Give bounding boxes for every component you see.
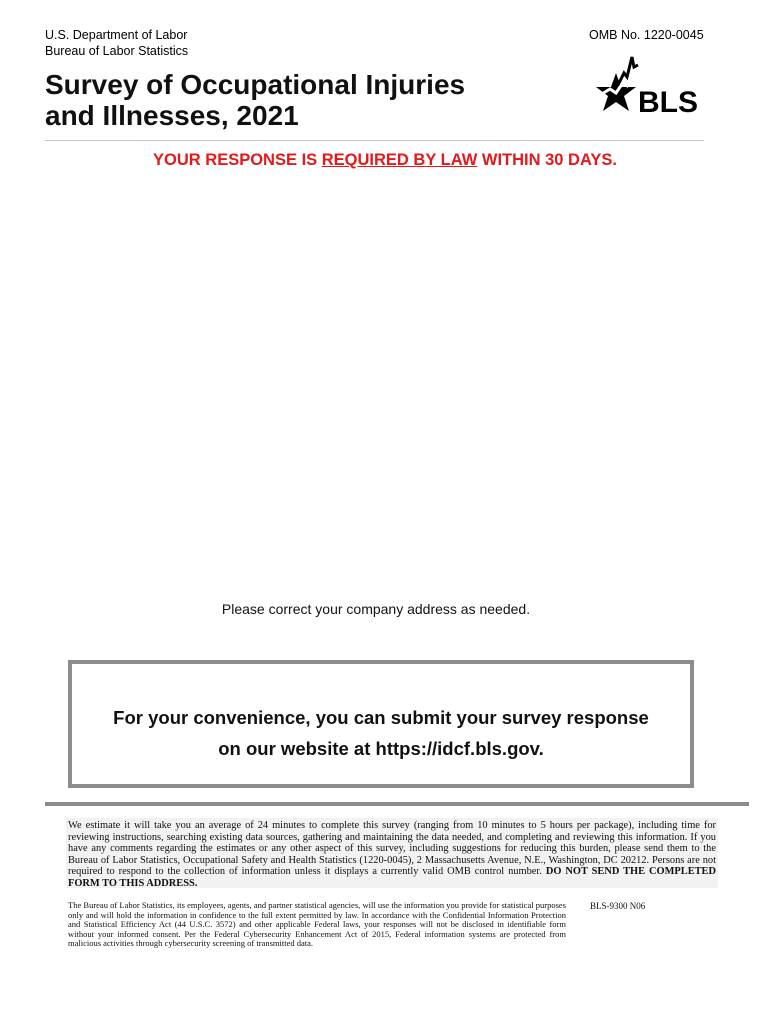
form-number: BLS-9300 N06 [590, 901, 646, 911]
agency-department: U.S. Department of Labor [45, 28, 188, 42]
required-notice-part1: YOUR RESPONSE IS [153, 151, 322, 169]
agency-bureau: Bureau of Labor Statistics [45, 44, 189, 58]
do-not-send-warning: DO NOT SEND THE COMPLETED FORM TO THIS ADDRESS. [68, 866, 716, 889]
address-correction-note: Please correct your company address as needed. [221, 601, 531, 617]
omb-number: OMB No. 1220-0045 [589, 28, 704, 42]
page-title [45, 69, 565, 131]
required-by-law: REQUIRED BY LAW [321, 151, 478, 169]
online-submission-box [68, 660, 694, 788]
convenience-line-1: For your convenience, you can submit your survey response [113, 707, 649, 728]
title-line-2: and Illnesses, 2021 [45, 100, 299, 131]
header-divider [45, 140, 704, 141]
burden-text: We estimate it will take you an average of 24 minutes to complete this survey (ranging from 10 minutes to 5 hours per package), including time for reviewing instructions, searching existing data sources, gathering and maintaining the data needed, and completing and reviewing this information. If you have any comments regarding the estimates or any other aspect of this survey, including suggestions for reducing this burden, please send them to the Bureau of Labor Statistics, Occupational Safety and Health Statistics (1220-0045), 2 Massachusetts Avenue, N.E., Washington, DC 20212. Persons are not required to respond to the collection of information unless it displays a currently valid OMB control number. [68, 820, 716, 878]
title-line-1: Survey of Occupational Injuries [45, 69, 466, 100]
logo-text: BLS [638, 86, 698, 117]
bls-star-chart-logo-icon [594, 55, 698, 117]
burden-statement [66, 818, 718, 888]
agency-block [45, 27, 188, 59]
convenience-line-2[interactable]: on our website at https://idcf.bls.gov. [218, 738, 544, 759]
confidentiality-statement: The Bureau of Labor Statistics, its employees, agents, and partner statistical agencies, will use the information you provide for statistical purposes only and will hold the information in confidence to the full extent permitted by law. In accordance with the Confidential Information Protection and Statistical Efficiency Act (44 U.S.C. 3572) and other applicable Federal laws, your responses will not be disclosed in identifiable form without your informed consent. Per the Federal Cybersecurity Enhancement Act of 2015, Federal information systems are protected from malicious activities through cybersecurity screening of transmitted data. [68, 900, 566, 948]
required-notice [0, 149, 770, 171]
required-notice-part3: WITHIN 30 DAYS. [477, 151, 617, 169]
bls-logo [594, 55, 698, 117]
section-divider [45, 802, 749, 806]
